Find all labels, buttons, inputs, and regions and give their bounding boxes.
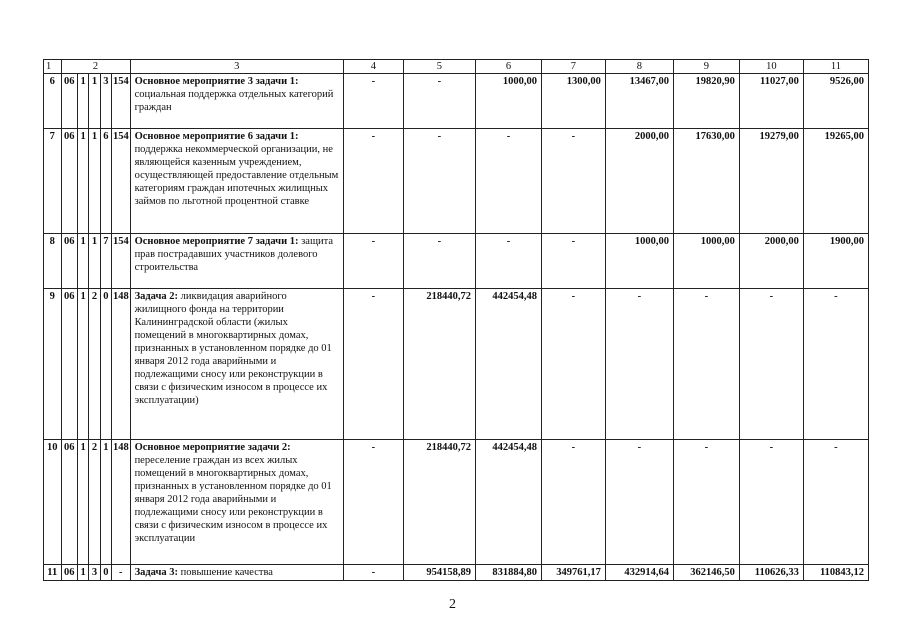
row-title: Основное мероприятие задачи 2: [134,442,291,453]
budget-code-cell: 1 [78,565,89,581]
budget-code-cell: 2 [89,289,100,440]
budget-code-cell: 7 [100,234,111,289]
budget-code-cell: 0 [100,565,111,581]
amount-cell: 362146,50 [673,565,739,581]
row-description [130,565,343,581]
row-number: 9 [44,289,62,440]
row-title: Основное мероприятие 6 задачи 1: [134,131,299,142]
amount-cell: - [673,289,739,440]
amount-cell: - [605,289,673,440]
amount-cell: 831884,80 [475,565,541,581]
amount-cell: - [803,289,868,440]
row-title: Задача 3: [134,567,179,578]
amount-cell: 218440,72 [403,289,475,440]
amount-cell: 9526,00 [803,74,868,129]
header-col-6: 6 [475,60,541,74]
header-col-8: 8 [605,60,673,74]
row-text: защита прав пострадавших участников долевого строительства [134,236,334,273]
row-description [130,289,343,440]
budget-code-cell: 3 [89,565,100,581]
amount-cell: - [541,129,605,234]
header-row [44,60,869,74]
table-row [44,129,869,234]
row-description [130,234,343,289]
row-text: поддержка некоммерческой организации, не являющейся казенным учреждением, осуществляющей предоставление отдельным категориям граждан ипотечных жилищных займов по льготной процентной ставке [134,144,339,207]
row-title: Основное мероприятие 7 задачи 1: [134,236,299,247]
header-col-9: 9 [673,60,739,74]
amount-cell: 1000,00 [475,74,541,129]
amount-cell: 1300,00 [541,74,605,129]
amount-cell: 110843,12 [803,565,868,581]
budget-code-cell: 154 [111,234,130,289]
budget-code-cell: 0 [100,289,111,440]
budget-code-cell: - [111,565,130,581]
amount-cell: - [403,129,475,234]
budget-code-cell: 1 [89,129,100,234]
amount-cell: 19279,00 [739,129,803,234]
row-title: Основное мероприятие 3 задачи 1: [134,76,299,87]
table-row [44,234,869,289]
amount-cell: 1000,00 [673,234,739,289]
amount-cell: - [475,234,541,289]
table-row [44,565,869,581]
budget-code-cell: 06 [61,234,77,289]
amount-cell: - [739,289,803,440]
amount-cell: 110626,33 [739,565,803,581]
header-col-11: 11 [803,60,868,74]
amount-cell: - [605,440,673,565]
column-4-value: - [344,74,404,129]
budget-code-cell: 148 [111,440,130,565]
budget-code-cell: 154 [111,129,130,234]
amount-cell: - [673,440,739,565]
amount-cell: 19820,90 [673,74,739,129]
budget-code-cell: 148 [111,289,130,440]
page-number: 2 [449,597,456,612]
header-col-1: 1 [44,60,62,74]
table-body [44,60,869,581]
row-description [130,440,343,565]
amount-cell: 432914,64 [605,565,673,581]
amount-cell: 2000,00 [605,129,673,234]
header-col-2: 2 [61,60,130,74]
amount-cell: 954158,89 [403,565,475,581]
budget-code-cell: 6 [100,129,111,234]
budget-code-cell: 06 [61,129,77,234]
amount-cell: 2000,00 [739,234,803,289]
row-text: социальная поддержка отдельных категорий граждан [134,89,334,113]
budget-code-cell: 06 [61,74,77,129]
header-col-4: 4 [344,60,404,74]
header-col-3: 3 [130,60,343,74]
column-4-value: - [344,289,404,440]
header-col-7: 7 [541,60,605,74]
column-4-value: - [344,440,404,565]
budget-code-cell: 06 [61,289,77,440]
budget-code-cell: 06 [61,440,77,565]
budget-code-cell: 154 [111,74,130,129]
row-description [130,74,343,129]
amount-cell: 442454,48 [475,289,541,440]
budget-code-cell: 1 [78,129,89,234]
amount-cell: 11027,00 [739,74,803,129]
header-col-5: 5 [403,60,475,74]
amount-cell: 13467,00 [605,74,673,129]
row-text: переселение граждан из всех жилых помещений в многоквартирных домах, признанных в установленном порядке до 01 января 2012 года аварийными и подлежащими сносу или реконструкции в связи с физическим износом в процессе их эксплуатации [134,455,332,544]
budget-code-cell: 1 [89,74,100,129]
budget-code-cell: 06 [61,565,77,581]
amount-cell: - [403,234,475,289]
amount-cell: - [739,440,803,565]
budget-code-cell: 1 [78,234,89,289]
amount-cell: 1900,00 [803,234,868,289]
row-description [130,129,343,234]
amount-cell: - [803,440,868,565]
budget-code-cell: 2 [89,440,100,565]
budget-table [43,59,869,581]
amount-cell: 19265,00 [803,129,868,234]
row-number: 8 [44,234,62,289]
row-text: повышение качества [178,567,273,578]
amount-cell: 17630,00 [673,129,739,234]
row-number: 11 [44,565,62,581]
budget-code-cell: 1 [78,440,89,565]
budget-code-cell: 1 [78,289,89,440]
row-number: 7 [44,129,62,234]
amount-cell: - [475,129,541,234]
column-4-value: - [344,234,404,289]
row-number: 6 [44,74,62,129]
budget-code-cell: 3 [100,74,111,129]
table-row [44,289,869,440]
budget-code-cell: 1 [100,440,111,565]
table-row [44,440,869,565]
amount-cell: - [403,74,475,129]
amount-cell: 349761,17 [541,565,605,581]
budget-code-cell: 1 [78,74,89,129]
amount-cell: 218440,72 [403,440,475,565]
table-row [44,74,869,129]
row-text: ликвидация аварийного жилищного фонда на территории Калининградской области (жилых помещений в многоквартирных домах, признанных в установленном порядке до 01 января 2012 года аварийными и подлежащими сносу или реконструкции в связи с физическим износом в процессе их эксплуатации) [134,291,332,406]
amount-cell: 442454,48 [475,440,541,565]
column-4-value: - [344,129,404,234]
header-col-10: 10 [739,60,803,74]
budget-code-cell: 1 [89,234,100,289]
column-4-value: - [344,565,404,581]
amount-cell: - [541,440,605,565]
row-title: Задача 2: [134,291,179,302]
amount-cell: 1000,00 [605,234,673,289]
amount-cell: - [541,234,605,289]
amount-cell: - [541,289,605,440]
row-number: 10 [44,440,62,565]
